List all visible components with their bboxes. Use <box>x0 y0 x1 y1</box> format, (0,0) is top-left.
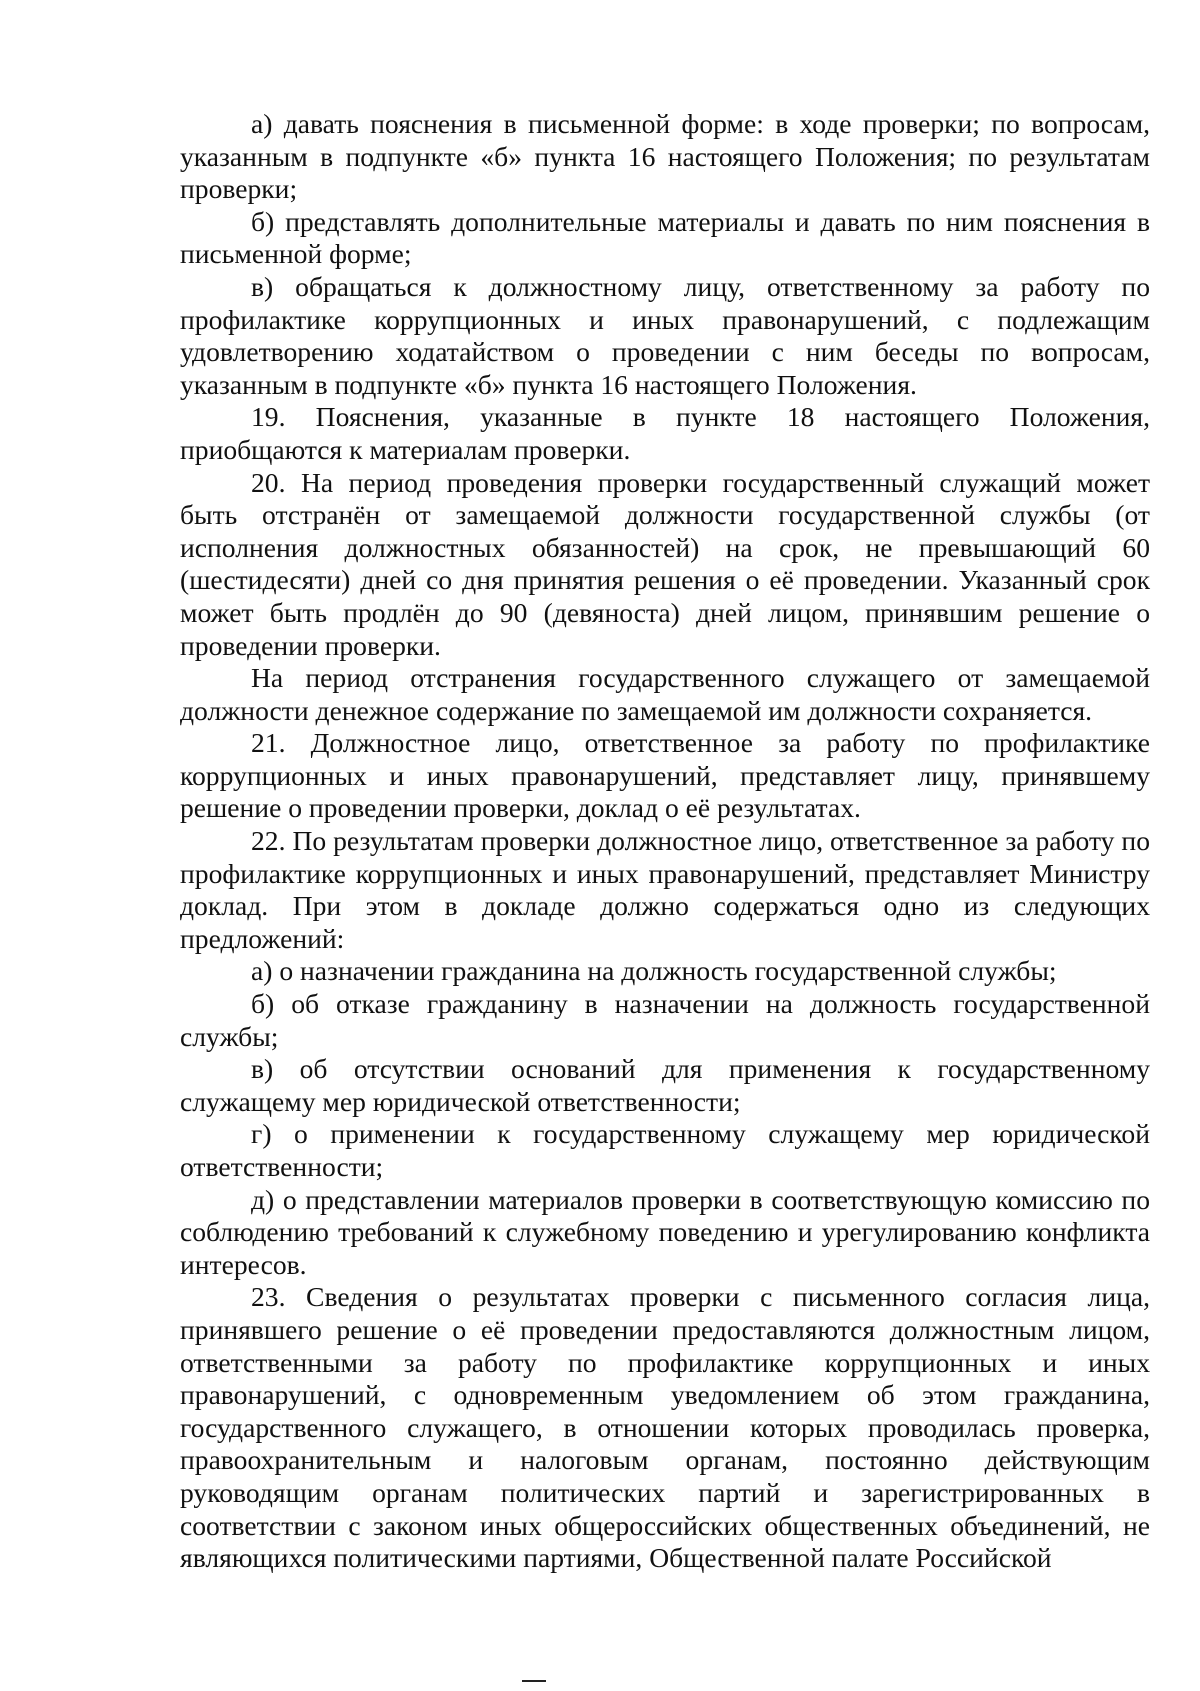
paragraph-18v: в) обращаться к должностному лицу, ответственному за работу по профилактике коррупционных и иных правонарушений, с подлежащим удовлетворению ходатайством о проведении с ним беседы по вопросам, указанным в подпункте «б» пункта 16 настоящего Положения. <box>180 270 1150 400</box>
page-bottom-mark <box>522 1680 546 1682</box>
paragraph-22a: а) о назначении гражданина на должность государственной службы; <box>251 955 1057 987</box>
paragraph-23: 23. Сведения о результатах проверки с письменного согласия лица, принявшего решение о её проведении предоставляются должностным лицом, ответственными за работу по профилактике коррупционных и иных правонарушений, с одновременным уведомлением об этом гражданина, государственного служащего, в отношении которых проводилась проверка, правоохранительным и налоговым органам, постоянно действующим руководящим органам политических партий и зарегистрированных в соответствии с законом иных общероссийских общественных объединений, не являющихся политическими партиями, Общественной палате Российской <box>180 1281 1150 1574</box>
paragraph-22g: г) о применении к государственному служащему мер юридической ответственности; <box>180 1118 1150 1182</box>
paragraph-18a: а) давать пояснения в письменной форме: в ходе проверки; по вопросам, указанным в подпункте «б» пункта 16 настоящего Положения; по результатам проверки; <box>180 108 1150 205</box>
paragraph-20: 20. На период проведения проверки государственный служащий может быть отстранён от замещаемой должности государственной службы (от исполнения должностных обязанностей) на срок, не превышающий 60 (шестидесяти) дней со дня принятия решения о её проведении. Указанный срок может быть продлён до 90 (девяноста) дней лицом, принявшим решение о проведении проверки. <box>180 466 1150 661</box>
paragraph-21: 21. Должностное лицо, ответственное за работу по профилактике коррупционных и иных правонарушений, представляет лицу, принявшему решение о проведении проверки, доклад о её результатах. <box>180 727 1150 824</box>
paragraph-22v: в) об отсутствии оснований для применения к государственному служащему мер юридической ответственности; <box>180 1053 1150 1117</box>
paragraph-22: 22. По результатам проверки должностное лицо, ответственное за работу по профилактике коррупционных и иных правонарушений, представляет Министру доклад. При этом в докладе должно содержаться одно из следующих предложений: <box>180 825 1150 954</box>
paragraph-22b: б) об отказе гражданину в назначении на должность государственной службы; <box>180 988 1150 1052</box>
paragraph-18b: б) представлять дополнительные материалы и давать по ним пояснения в письменной форме; <box>180 205 1150 270</box>
paragraph-22d: д) о представлении материалов проверки в соответствующую комиссию по соблюдению требований к служебному поведению и урегулированию конфликта интересов. <box>180 1183 1150 1280</box>
paragraph-19: 19. Пояснения, указанные в пункте 18 настоящего Положения, приобщаются к материалам проверки. <box>180 401 1150 465</box>
document-body <box>180 108 1150 1575</box>
paragraph-20-continued: На период отстранения государственного служащего от замещаемой должности денежное содержание по замещаемой им должности сохраняется. <box>180 662 1150 726</box>
